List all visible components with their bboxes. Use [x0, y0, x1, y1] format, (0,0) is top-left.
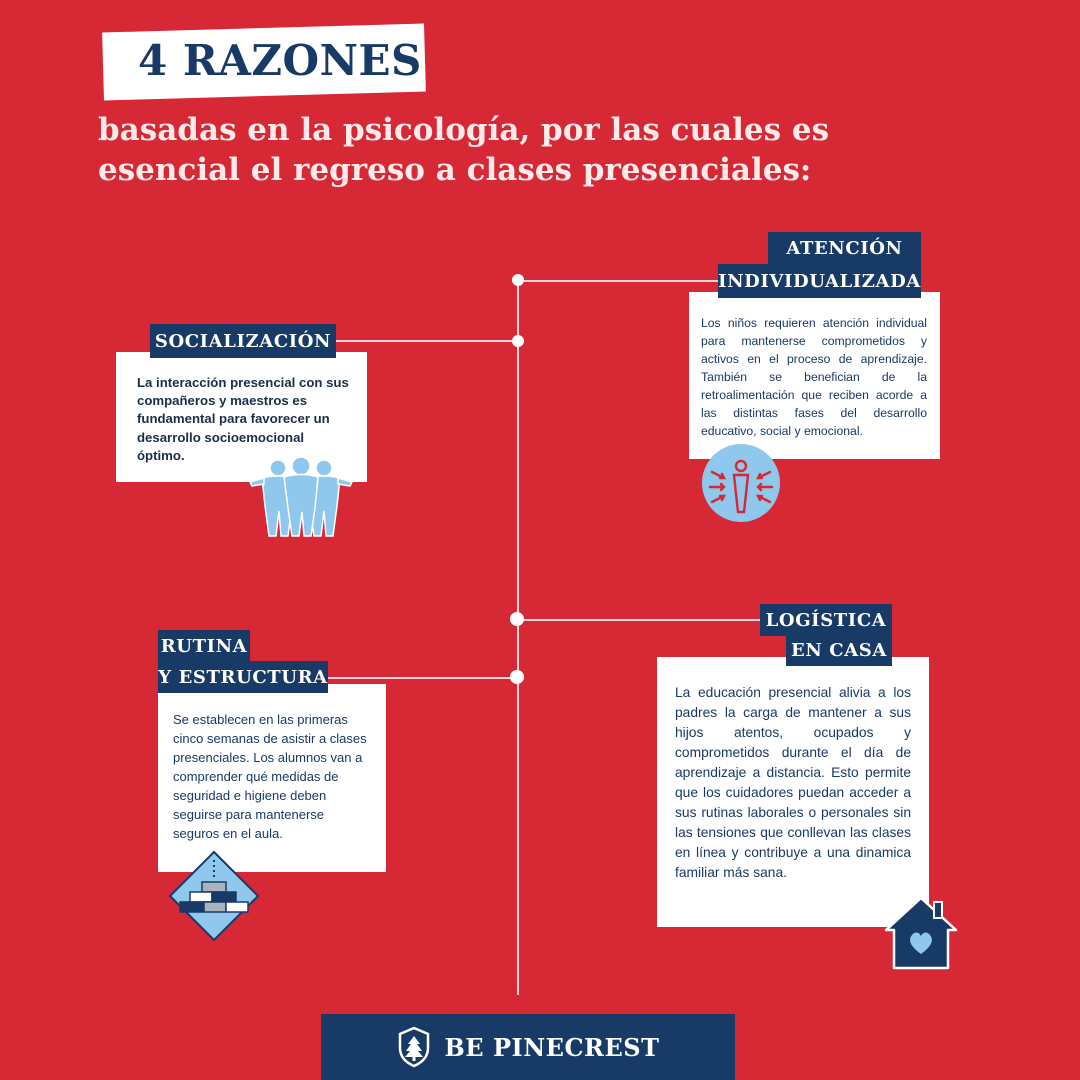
rutina-label-line-2: Y ESTRUCTURA: [158, 661, 328, 693]
logistica-text: La educación presencial alivia a los padres la carga de mantener a sus hijos atentos, ocupados y comprometidos durante el día de aprendizaje a distancia. Esto permite que los cuidadores puedan acceder a sus rutinas laborales o personales sin las tensiones que conllevan las clases en línea y contribuye a una dinamica familiar más sana.: [675, 685, 911, 880]
rutina-label-line-1: RUTINA: [158, 630, 250, 662]
page-subtitle: [98, 110, 878, 190]
timeline-dot: [512, 274, 524, 286]
house-heart-icon: [882, 894, 960, 972]
footer-brand-bar: [321, 1014, 735, 1080]
timeline-vertical-line: [517, 281, 519, 995]
timeline-connector-logistica: [518, 619, 760, 621]
pine-tree-shield-icon: [397, 1026, 431, 1068]
timeline-connector-socializacion: [336, 340, 518, 342]
timeline-dot: [510, 670, 524, 684]
logistica-label-line-2: EN CASA: [786, 634, 892, 666]
focused-person-icon: [700, 442, 782, 524]
group-of-people-icon: [248, 456, 354, 538]
footer-brand-text: BE PINECREST: [444, 1032, 660, 1062]
timeline-dot: [512, 335, 524, 347]
page-title: 4 RAZONES: [138, 36, 422, 85]
building-blocks-icon: [168, 850, 260, 942]
timeline-connector-rutina: [328, 677, 518, 679]
atencion-text: Los niños requieren atención individual para mantenerse comprometidos y activos en el proceso de aprendizaje. También se benefician de la retroalimentación que reciben acorde a las distintas fases del desarrollo educativo, social y emocional.: [701, 316, 927, 438]
rutina-card: [158, 684, 386, 872]
rutina-text: Se establecen en las primeras cinco semanas de asistir a clases presenciales. Los alumnos van a comprender qué medidas de seguridad e higiene deben seguirse para mantenerse seguros en el aula.: [173, 712, 367, 841]
atencion-label-line-2: INDIVIDUALIZADA: [718, 264, 921, 298]
subtitle-line-1: basadas en la psicología, por las cuales es: [98, 112, 830, 148]
logistica-label-line-1: LOGÍSTICA: [760, 604, 892, 636]
subtitle-line-2: esencial el regreso a clases presenciales:: [98, 152, 812, 188]
atencion-card: [689, 292, 940, 459]
logistica-card: [657, 657, 929, 927]
atencion-label-line-1: ATENCIÓN: [768, 232, 921, 266]
timeline-dot: [510, 612, 524, 626]
socializacion-text: La interacción presencial con sus compañeros y maestros es fundamental para favorecer un desarrollo socioemocional óptimo.: [137, 375, 349, 463]
socializacion-label: SOCIALIZACIÓN: [150, 324, 336, 358]
